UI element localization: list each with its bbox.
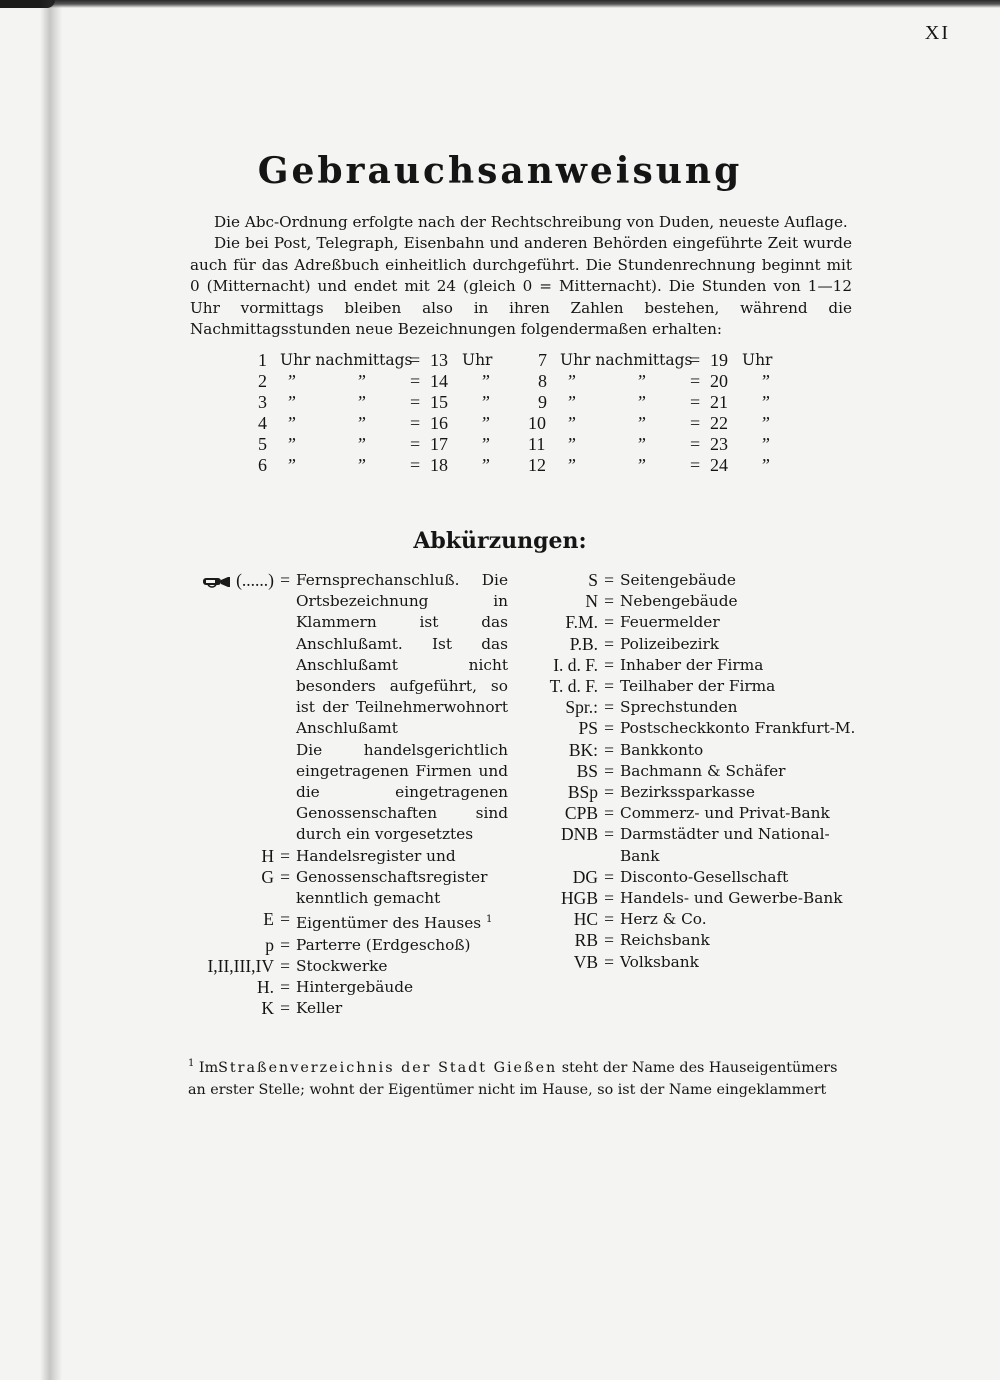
h24-value: 18: [430, 455, 448, 475]
h24-value: 24: [710, 455, 728, 475]
ditto-mark: ”: [356, 413, 367, 433]
ditto-mark: ”: [760, 413, 771, 433]
equals-sign: =: [604, 654, 614, 675]
equals-sign: =: [604, 676, 614, 697]
abbreviation-meaning: Fernsprechanschluß. Die Ortsbezeichnung in Klammern ist das Anschlußamt. Ist das Anschlußamt nicht besonders aufgeführt, so ist der Teilnehmerwohnort Anschlußamt: [296, 571, 508, 738]
ditto-mark: ”: [286, 371, 297, 391]
pm-hour: 11: [528, 434, 546, 454]
equals-sign: =: [690, 350, 701, 370]
abbreviation-meaning: Handels- und Gewerbe-Bank: [620, 889, 843, 908]
hours-row: [538, 371, 798, 392]
abbreviation-entry: [182, 740, 508, 846]
equals-sign: =: [604, 612, 614, 633]
abbreviation-entry: [182, 977, 508, 998]
ditto-mark: ”: [356, 455, 367, 475]
equals-sign: =: [604, 782, 614, 803]
abbreviation-key: I. d. F.: [553, 654, 598, 675]
abbreviations-right-column: [530, 570, 860, 973]
ditto-mark: ”: [636, 434, 647, 454]
abbreviation-meaning: Parterre (Erdgeschoß): [296, 935, 471, 954]
abbreviation-meaning: Herz & Co.: [620, 910, 707, 929]
equals-sign: =: [280, 998, 290, 1019]
abbreviation-key: HGB: [561, 888, 598, 909]
equals-sign: =: [604, 803, 614, 824]
abbreviation-entry: [530, 718, 860, 739]
equals-sign: =: [604, 718, 614, 739]
abbreviation-entry: [530, 888, 860, 909]
ditto-mark: ”: [760, 371, 771, 391]
equals-sign: =: [280, 866, 290, 887]
equals-sign: =: [410, 350, 421, 370]
ditto-mark: ”: [480, 413, 491, 433]
equals-sign: =: [604, 930, 614, 951]
abbreviation-meaning: Nebengebäude: [620, 592, 738, 611]
footnote: [188, 1053, 856, 1101]
abbreviation-entry: [530, 612, 860, 633]
abbreviation-meaning: Genossenschaftsregister kenntlich gemacht: [296, 867, 488, 908]
binding-gutter-shadow: [40, 0, 62, 1380]
intro-text: [190, 212, 852, 340]
abbreviation-key: S: [588, 570, 598, 590]
abbreviation-entry: [530, 740, 860, 761]
abbreviation-meaning: Postscheckkonto Frankfurt-M.: [620, 719, 856, 738]
pm-hour: 8: [538, 371, 547, 391]
abbreviation-entry: [530, 655, 860, 676]
abbreviation-key: p: [265, 934, 274, 955]
pm-hour: 5: [258, 434, 267, 454]
abbreviation-meaning: Bachmann & Schäfer: [620, 761, 786, 780]
hours-row: [528, 434, 798, 455]
equals-sign: [274, 740, 296, 846]
h24-value: 13: [430, 350, 448, 370]
abbreviation-key: G: [261, 866, 274, 887]
ditto-mark: ”: [760, 455, 771, 475]
hours-row: [258, 434, 518, 455]
hours-row: [258, 413, 518, 434]
equals-sign: =: [410, 455, 421, 475]
equals-sign: =: [690, 434, 701, 454]
equals-sign: =: [604, 951, 614, 972]
abbreviation-entry: [182, 846, 508, 867]
abbreviation-entry: [182, 909, 508, 934]
h24-value: 14: [430, 371, 448, 391]
abbreviation-entry: [530, 591, 860, 612]
pm-hour: 4: [258, 413, 267, 433]
abbreviation-meaning: Handelsregister und: [296, 846, 456, 865]
equals-sign: =: [604, 866, 614, 887]
intro-paragraph-2: Die bei Post, Telegraph, Eisenbahn und anderen Behörden eingeführte Zeit wurde auch für das Adreßbuch einheitlich durchgeführt. Die Stundenrechnung beginnt mit 0 (Mitternacht) und endet mit 24 (gleich 0 = Mitternacht). Die Stunden von 1—12 Uhr vormittags bleiben also in ihren Zahlen bestehen, während die Nachmittagsstunden neue Bezeichnungen folgendermaßen erhalten:: [190, 234, 852, 339]
abbreviation-key: BS: [576, 760, 598, 781]
ditto-mark: ”: [566, 371, 577, 391]
abbreviation-meaning: Hintergebäude: [296, 977, 414, 996]
abbreviation-entry: [530, 782, 860, 803]
pm-hour: 3: [258, 392, 267, 412]
equals-sign: =: [410, 392, 421, 412]
abbreviation-key: Spr.:: [565, 697, 598, 718]
abbreviation-meaning: Bezirkssparkasse: [620, 783, 755, 802]
telephone-icon: [202, 575, 232, 589]
h24-value: 19: [710, 350, 728, 370]
abbreviation-entry: [182, 867, 508, 909]
ditto-mark: ”: [636, 392, 647, 412]
equals-sign: =: [690, 455, 701, 475]
equals-sign: =: [604, 824, 614, 845]
abbreviation-meaning: Stockwerke: [296, 956, 388, 975]
ditto-mark: ”: [286, 455, 297, 475]
abbreviation-entry: [182, 998, 508, 1019]
abbreviation-entry: [530, 952, 860, 973]
abbreviation-key: BSp: [567, 782, 598, 803]
abbreviation-entry: [530, 676, 860, 697]
pm-hour: 12: [528, 455, 546, 475]
abbreviation-key: BK:: [568, 739, 598, 760]
abbreviation-entry: [530, 634, 860, 655]
abbreviation-meaning: Disconto-Gesellschaft: [620, 867, 789, 886]
unit-label: Uhr nachmittags: [280, 351, 413, 369]
equals-sign: =: [690, 413, 701, 433]
abbreviation-key: DNB: [561, 824, 598, 845]
ditto-mark: ”: [566, 413, 577, 433]
abbreviation-meaning: Polizeibezirk: [620, 634, 720, 653]
abbreviation-entry: [530, 570, 860, 591]
equals-sign: =: [410, 371, 421, 391]
abbreviation-key: I,II,III,IV: [207, 955, 274, 976]
unit-label: Uhr nachmittags: [560, 351, 693, 369]
page-number: XI: [924, 22, 950, 44]
hours-column-right: [528, 350, 798, 476]
ditto-mark: ”: [566, 434, 577, 454]
ditto-mark: ”: [356, 371, 367, 391]
abbreviation-meaning: Die handelsgerichtlich eingetragenen Firmen und die eingetragenen Genossenschaften sind durch ein vorgesetztes: [296, 740, 508, 844]
ditto-mark: ”: [566, 392, 577, 412]
ditto-mark: ”: [566, 455, 577, 475]
intro-paragraph-1: Die Abc-Ordnung erfolgte nach der Rechtschreibung von Duden, neueste Auflage.: [214, 213, 848, 231]
equals-sign: =: [280, 976, 290, 997]
equals-sign: =: [410, 413, 421, 433]
pm-hour: 7: [538, 350, 547, 370]
equals-sign: =: [280, 845, 290, 866]
ditto-mark: ”: [286, 434, 297, 454]
abbreviation-key: T. d. F.: [549, 676, 598, 697]
equals-sign: =: [604, 633, 614, 654]
pm-hour: 9: [538, 392, 547, 412]
unit-short: Uhr: [462, 351, 493, 369]
equals-sign: =: [604, 570, 614, 590]
abbreviation-meaning: Eigentümer des Hauses $^1$: [296, 914, 493, 933]
h24-value: 21: [710, 392, 728, 412]
unit-short: Uhr: [742, 351, 773, 369]
ditto-mark: ”: [636, 371, 647, 391]
ditto-mark: ”: [760, 392, 771, 412]
h24-value: 20: [710, 371, 728, 391]
equals-sign: =: [280, 934, 290, 955]
equals-sign: =: [410, 434, 421, 454]
abbreviation-entry: [182, 935, 508, 956]
abbreviations-left-column: [182, 570, 508, 1019]
hours-row: [258, 350, 518, 371]
ditto-mark: ”: [480, 434, 491, 454]
abbreviation-key: [182, 740, 274, 846]
abbreviation-key: PS: [578, 718, 598, 739]
abbreviation-meaning: Inhaber der Firma: [620, 655, 764, 674]
abbreviation-meaning: Bankkonto: [620, 740, 704, 759]
abbreviation-key: F.M.: [565, 612, 598, 633]
h24-value: 15: [430, 392, 448, 412]
page-top-edge: [0, 0, 1000, 8]
abbreviation-entry: [530, 824, 860, 866]
abbreviation-entry: [530, 867, 860, 888]
abbreviation-key: K: [261, 998, 274, 1019]
hours-row: [258, 371, 518, 392]
pm-hour: 6: [258, 455, 267, 475]
hours-row: [538, 350, 798, 371]
hours-column-left: [258, 350, 518, 476]
hours-row: [258, 455, 518, 476]
abbreviation-meaning: Volksbank: [620, 952, 699, 971]
abbreviation-key: (......): [182, 570, 274, 740]
abbreviation-key: H.: [256, 976, 274, 997]
equals-sign: =: [690, 371, 701, 391]
abbreviation-meaning: Feuermelder: [620, 613, 720, 632]
ditto-mark: ”: [636, 413, 647, 433]
abbreviation-meaning: Reichsbank: [620, 931, 710, 950]
abbreviation-key: H: [261, 845, 274, 866]
abbreviation-key: E: [263, 909, 274, 930]
equals-sign: =: [690, 392, 701, 412]
abbreviation-entry: [530, 930, 860, 951]
abbreviation-meaning: Seitengebäude: [620, 571, 736, 589]
hours-row: [528, 413, 798, 434]
abbreviation-key: HC: [573, 909, 598, 930]
equals-sign: =: [604, 697, 614, 718]
abbreviation-entry: [530, 803, 860, 824]
ditto-mark: ”: [760, 434, 771, 454]
ditto-mark: ”: [480, 455, 491, 475]
h24-value: 17: [430, 434, 448, 454]
hours-row: [258, 392, 518, 413]
abbreviation-key: N: [585, 591, 598, 612]
equals-sign: =: [280, 955, 290, 976]
abbreviation-entry: [182, 956, 508, 977]
abbreviation-meaning: Darmstädter und National- Bank: [620, 825, 830, 865]
pm-hour: 1: [258, 350, 267, 370]
page-title: Gebrauchsanweisung: [257, 150, 743, 192]
abbreviation-meaning: Keller: [296, 999, 343, 1018]
footnote-ref: 1: [485, 914, 493, 926]
abbreviation-key: CPB: [564, 803, 598, 824]
abbreviation-meaning: Sprechstunden: [620, 698, 738, 717]
equals-sign: =: [280, 909, 290, 930]
equals-sign: =: [604, 888, 614, 909]
abbreviations-heading: Abkürzungen:: [413, 528, 587, 554]
equals-sign: =: [604, 760, 614, 781]
abbreviation-key: VB: [573, 951, 598, 972]
abbreviation-entry: [530, 761, 860, 782]
abbreviation-key: P.B.: [569, 633, 598, 654]
ditto-mark: ”: [480, 392, 491, 412]
equals-sign: =: [280, 570, 290, 590]
ditto-mark: ”: [356, 392, 367, 412]
pm-hour: 10: [528, 413, 546, 433]
footnote-marker: 1: [188, 1058, 195, 1069]
footnote-line-1: $^1$ ImStraßenverzeichnis der Stadt Gießen steht der Name des Hauseigentümers: [188, 1058, 838, 1076]
ditto-mark: ”: [286, 413, 297, 433]
ditto-mark: ”: [356, 434, 367, 454]
equals-sign: =: [604, 739, 614, 760]
abbreviation-meaning: Commerz- und Privat-Bank: [620, 804, 830, 823]
h24-value: 23: [710, 434, 728, 454]
abbreviation-entry: [182, 570, 508, 740]
ditto-mark: ”: [286, 392, 297, 412]
abbreviation-meaning: Teilhaber der Firma: [620, 677, 776, 696]
footnote-line-2: an erster Stelle; wohnt der Eigentümer nicht im Hause, so ist der Name eingeklammert: [188, 1081, 827, 1098]
abbreviation-key: RB: [574, 930, 598, 951]
h24-value: 22: [710, 413, 728, 433]
equals-sign: =: [604, 591, 614, 612]
ditto-mark: ”: [636, 455, 647, 475]
hours-row: [538, 392, 798, 413]
abbreviation-entry: [530, 697, 860, 718]
ditto-mark: ”: [480, 371, 491, 391]
hours-row: [528, 455, 798, 476]
equals-sign: =: [604, 909, 614, 930]
h24-value: 16: [430, 413, 448, 433]
abbreviation-entry: [530, 909, 860, 930]
pm-hour: 2: [258, 371, 267, 391]
abbreviation-key: DG: [572, 866, 598, 887]
